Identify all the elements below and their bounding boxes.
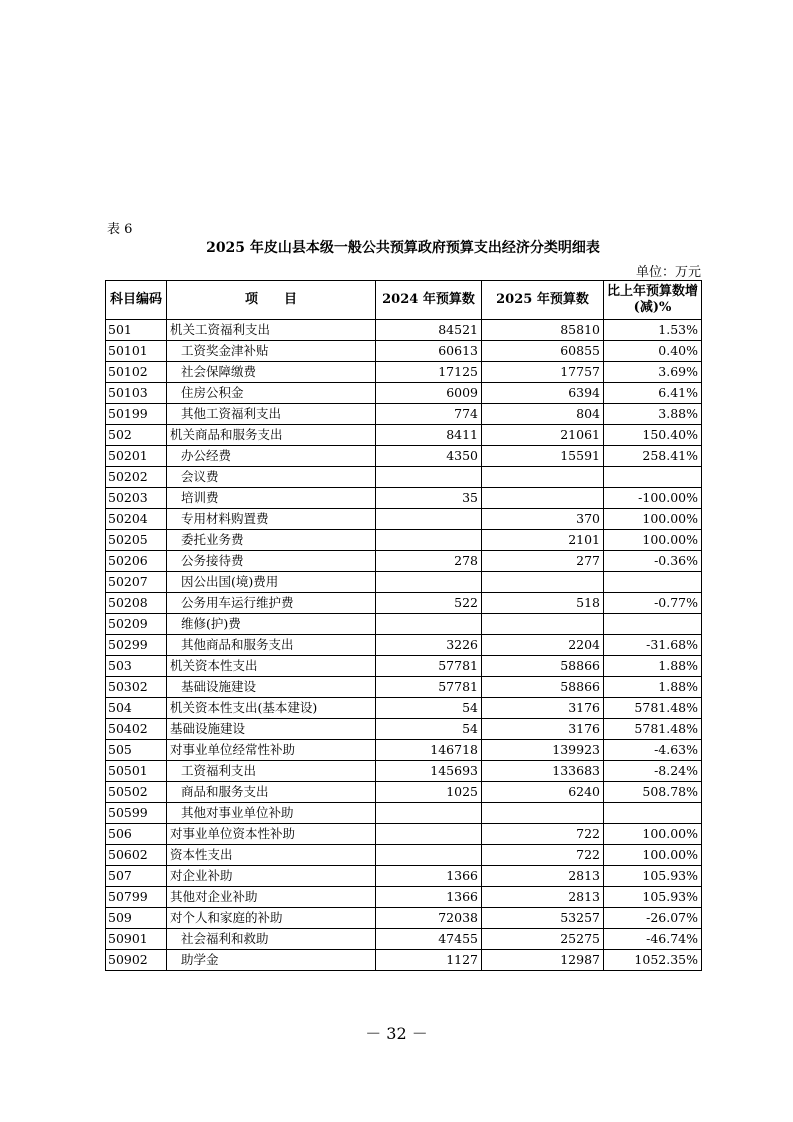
row-name: 公务用车运行维护费 (167, 593, 376, 614)
row-2025-value: 58866 (482, 677, 604, 698)
row-name: 工资奖金津补贴 (167, 341, 376, 362)
row-2025-value: 133683 (482, 761, 604, 782)
row-change-percent: 1.53% (604, 320, 702, 341)
row-2024-value: 54 (376, 698, 482, 719)
row-code: 505 (106, 740, 167, 761)
row-2025-value (482, 488, 604, 509)
row-name: 会议费 (167, 467, 376, 488)
row-2024-value: 146718 (376, 740, 482, 761)
row-change-percent: 100.00% (604, 824, 702, 845)
row-code: 50799 (106, 887, 167, 908)
row-name: 其他工资福利支出 (167, 404, 376, 425)
row-2024-value: 1025 (376, 782, 482, 803)
table-body (106, 320, 702, 971)
table-row (106, 467, 702, 488)
table-row (106, 803, 702, 824)
row-2024-value: 4350 (376, 446, 482, 467)
row-name: 住房公积金 (167, 383, 376, 404)
row-2025-value: 60855 (482, 341, 604, 362)
table-row (106, 320, 702, 341)
table-row (106, 845, 702, 866)
row-2024-value (376, 509, 482, 530)
row-2025-value: 2204 (482, 635, 604, 656)
row-2025-value: 6240 (482, 782, 604, 803)
table-row (106, 425, 702, 446)
row-change-percent: 105.93% (604, 887, 702, 908)
table-row (106, 635, 702, 656)
header-code: 科目编码 (106, 281, 167, 320)
row-change-percent: 6.41% (604, 383, 702, 404)
row-name: 办公经费 (167, 446, 376, 467)
row-2024-value (376, 845, 482, 866)
row-name: 机关商品和服务支出 (167, 425, 376, 446)
row-code: 50207 (106, 572, 167, 593)
row-code: 502 (106, 425, 167, 446)
row-name: 维修(护)费 (167, 614, 376, 635)
table-row (106, 908, 702, 929)
row-2025-value: 139923 (482, 740, 604, 761)
row-name: 社会保障缴费 (167, 362, 376, 383)
row-2025-value: 2813 (482, 887, 604, 908)
row-name: 机关工资福利支出 (167, 320, 376, 341)
row-name: 基础设施建设 (167, 719, 376, 740)
table-row (106, 509, 702, 530)
table-row (106, 761, 702, 782)
row-name: 对企业补助 (167, 866, 376, 887)
row-2024-value: 278 (376, 551, 482, 572)
row-change-percent: -31.68% (604, 635, 702, 656)
table-label: 表 6 (107, 222, 133, 237)
row-change-percent: 100.00% (604, 845, 702, 866)
row-name: 委托业务费 (167, 530, 376, 551)
table-row (106, 719, 702, 740)
row-change-percent (604, 803, 702, 824)
row-change-percent: 258.41% (604, 446, 702, 467)
table-row (106, 698, 702, 719)
header-change: 比上年预算数增(减)% (604, 281, 702, 320)
row-change-percent: -46.74% (604, 929, 702, 950)
row-2025-value: 2813 (482, 866, 604, 887)
row-code: 50203 (106, 488, 167, 509)
table-row (106, 572, 702, 593)
row-2024-value: 8411 (376, 425, 482, 446)
table-row (106, 488, 702, 509)
row-change-percent: 3.88% (604, 404, 702, 425)
row-change-percent: 508.78% (604, 782, 702, 803)
table-row (106, 383, 702, 404)
row-2024-value (376, 803, 482, 824)
row-2024-value: 72038 (376, 908, 482, 929)
table-row (106, 740, 702, 761)
row-name: 机关资本性支出(基本建设) (167, 698, 376, 719)
row-name: 其他对企业补助 (167, 887, 376, 908)
row-code: 507 (106, 866, 167, 887)
row-code: 506 (106, 824, 167, 845)
row-2024-value: 145693 (376, 761, 482, 782)
table-row (106, 887, 702, 908)
row-change-percent: 105.93% (604, 866, 702, 887)
row-code: 503 (106, 656, 167, 677)
table-header-row (106, 281, 702, 320)
row-code: 50602 (106, 845, 167, 866)
row-2025-value: 21061 (482, 425, 604, 446)
row-2024-value: 84521 (376, 320, 482, 341)
row-2025-value (482, 467, 604, 488)
row-change-percent: -26.07% (604, 908, 702, 929)
row-code: 50302 (106, 677, 167, 698)
row-code: 50402 (106, 719, 167, 740)
table-row (106, 404, 702, 425)
row-2024-value (376, 614, 482, 635)
row-change-percent: 5781.48% (604, 719, 702, 740)
table-row (106, 677, 702, 698)
row-code: 50204 (106, 509, 167, 530)
header-2025: 2025 年预算数 (482, 281, 604, 320)
row-code: 50599 (106, 803, 167, 824)
row-code: 50501 (106, 761, 167, 782)
row-2024-value (376, 824, 482, 845)
row-2025-value: 85810 (482, 320, 604, 341)
row-code: 50199 (106, 404, 167, 425)
row-2024-value: 57781 (376, 677, 482, 698)
row-name: 其他商品和服务支出 (167, 635, 376, 656)
row-2025-value: 3176 (482, 719, 604, 740)
row-code: 50201 (106, 446, 167, 467)
row-change-percent: 100.00% (604, 530, 702, 551)
row-2025-value: 277 (482, 551, 604, 572)
row-name: 其他对事业单位补助 (167, 803, 376, 824)
row-code: 501 (106, 320, 167, 341)
row-2024-value: 3226 (376, 635, 482, 656)
row-2025-value: 370 (482, 509, 604, 530)
row-2025-value (482, 614, 604, 635)
row-code: 50103 (106, 383, 167, 404)
table-row (106, 362, 702, 383)
row-code: 504 (106, 698, 167, 719)
row-code: 50206 (106, 551, 167, 572)
row-change-percent: -0.36% (604, 551, 702, 572)
row-2025-value: 25275 (482, 929, 604, 950)
row-2024-value: 47455 (376, 929, 482, 950)
row-name: 基础设施建设 (167, 677, 376, 698)
table-row (106, 446, 702, 467)
row-change-percent: 100.00% (604, 509, 702, 530)
header-name: 项 目 (167, 281, 376, 320)
row-change-percent: 1052.35% (604, 950, 702, 971)
table-row (106, 530, 702, 551)
row-2025-value: 12987 (482, 950, 604, 971)
row-2025-value: 58866 (482, 656, 604, 677)
row-change-percent (604, 572, 702, 593)
table-row (106, 656, 702, 677)
row-name: 助学金 (167, 950, 376, 971)
row-code: 50209 (106, 614, 167, 635)
row-2025-value (482, 803, 604, 824)
row-code: 50205 (106, 530, 167, 551)
row-name: 对事业单位资本性补助 (167, 824, 376, 845)
row-2024-value: 54 (376, 719, 482, 740)
row-2024-value: 60613 (376, 341, 482, 362)
row-2024-value: 1127 (376, 950, 482, 971)
table-row (106, 551, 702, 572)
row-name: 机关资本性支出 (167, 656, 376, 677)
row-2025-value: 3176 (482, 698, 604, 719)
header-2024: 2024 年预算数 (376, 281, 482, 320)
row-2025-value (482, 572, 604, 593)
row-2024-value (376, 572, 482, 593)
row-code: 509 (106, 908, 167, 929)
row-name: 因公出国(境)费用 (167, 572, 376, 593)
row-change-percent: -0.77% (604, 593, 702, 614)
row-2025-value: 15591 (482, 446, 604, 467)
row-2024-value: 522 (376, 593, 482, 614)
row-2024-value: 57781 (376, 656, 482, 677)
row-2025-value: 722 (482, 845, 604, 866)
row-change-percent (604, 614, 702, 635)
row-name: 公务接待费 (167, 551, 376, 572)
unit-label: 单位：万元 (635, 265, 701, 280)
row-change-percent: -8.24% (604, 761, 702, 782)
row-name: 工资福利支出 (167, 761, 376, 782)
document-title: 2025 年皮山县本级一般公共预算政府预算支出经济分类明细表 (206, 240, 600, 256)
row-code: 50202 (106, 467, 167, 488)
row-name: 培训费 (167, 488, 376, 509)
row-name: 对个人和家庭的补助 (167, 908, 376, 929)
row-change-percent: 3.69% (604, 362, 702, 383)
table-row (106, 929, 702, 950)
table-row (106, 824, 702, 845)
row-change-percent (604, 467, 702, 488)
row-change-percent: -4.63% (604, 740, 702, 761)
table-row (106, 950, 702, 971)
row-name: 社会福利和救助 (167, 929, 376, 950)
row-2024-value (376, 530, 482, 551)
row-2024-value: 774 (376, 404, 482, 425)
row-2025-value: 804 (482, 404, 604, 425)
row-2025-value: 17757 (482, 362, 604, 383)
row-code: 50901 (106, 929, 167, 950)
row-change-percent: 0.40% (604, 341, 702, 362)
row-code: 50208 (106, 593, 167, 614)
row-code: 50299 (106, 635, 167, 656)
row-code: 50102 (106, 362, 167, 383)
row-name: 对事业单位经常性补助 (167, 740, 376, 761)
row-2024-value: 1366 (376, 866, 482, 887)
row-2024-value: 17125 (376, 362, 482, 383)
row-change-percent: 5781.48% (604, 698, 702, 719)
row-2025-value: 6394 (482, 383, 604, 404)
row-2024-value: 35 (376, 488, 482, 509)
table-row (106, 782, 702, 803)
row-name: 专用材料购置费 (167, 509, 376, 530)
row-2025-value: 53257 (482, 908, 604, 929)
table-row (106, 593, 702, 614)
row-2025-value: 722 (482, 824, 604, 845)
table-row (106, 341, 702, 362)
page-number: － 32 － (365, 1024, 428, 1043)
row-code: 50502 (106, 782, 167, 803)
row-change-percent: 1.88% (604, 656, 702, 677)
table-row (106, 614, 702, 635)
table-row (106, 866, 702, 887)
row-code: 50902 (106, 950, 167, 971)
row-2024-value: 6009 (376, 383, 482, 404)
row-2025-value: 518 (482, 593, 604, 614)
budget-table (105, 280, 702, 971)
row-code: 50101 (106, 341, 167, 362)
row-name: 商品和服务支出 (167, 782, 376, 803)
row-change-percent: -100.00% (604, 488, 702, 509)
row-2024-value: 1366 (376, 887, 482, 908)
row-2024-value (376, 467, 482, 488)
row-2025-value: 2101 (482, 530, 604, 551)
row-change-percent: 150.40% (604, 425, 702, 446)
row-name: 资本性支出 (167, 845, 376, 866)
row-change-percent: 1.88% (604, 677, 702, 698)
